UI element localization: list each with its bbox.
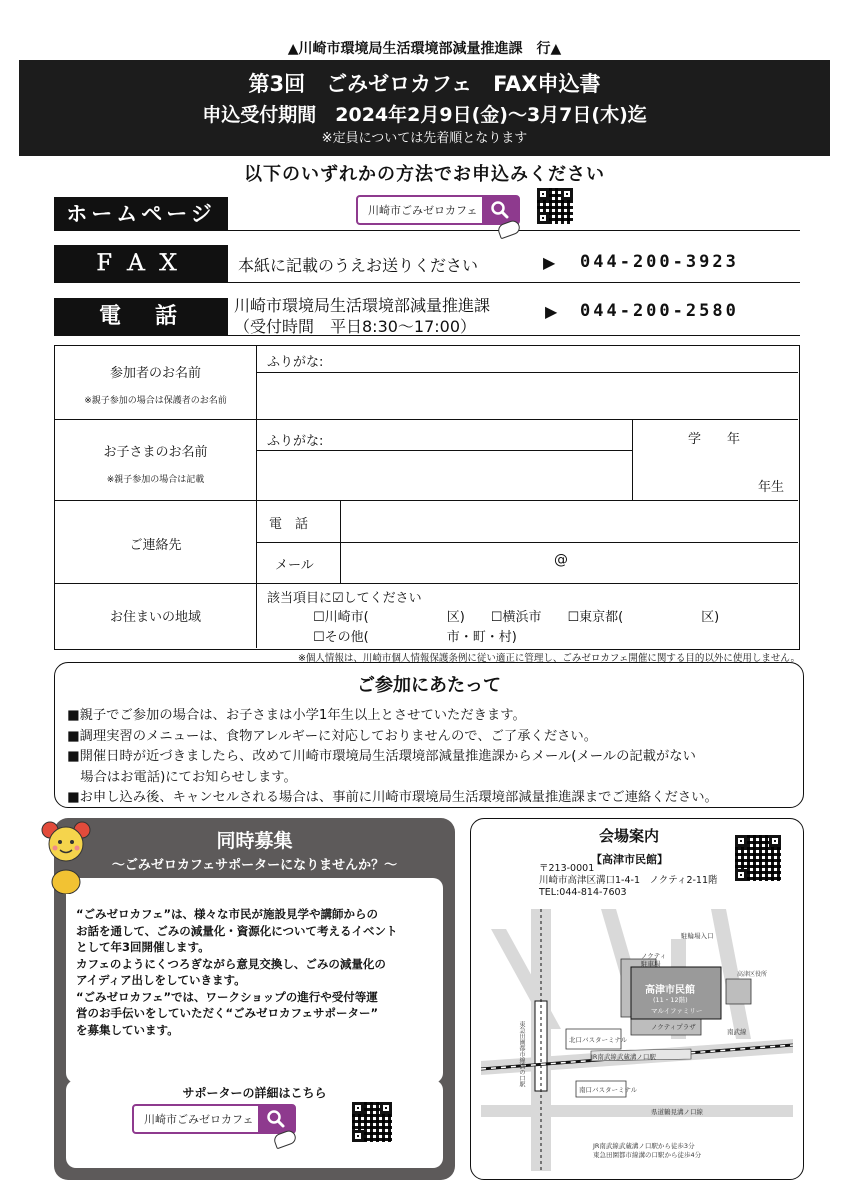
instruction-heading: 以下のいずれかの方法でお申込みください xyxy=(244,164,605,185)
contact-mail-label: メール xyxy=(275,558,314,573)
supporter-qr-code-icon[interactable] xyxy=(352,1102,392,1142)
recruit-subtitle: ～ごみゼロカフェサポーターになりませんか？～ xyxy=(111,858,398,873)
map-access-jr: JR南武線武蔵溝ノ口駅から徒歩3分 xyxy=(593,1142,695,1150)
map-label-nocty: ノクティ xyxy=(641,952,667,960)
participant-furigana-field[interactable] xyxy=(331,348,795,370)
map-label-jr-station: JR南武線武蔵溝ノ口駅 xyxy=(591,1053,656,1061)
map-label-hall-floor: (11・12階) xyxy=(653,996,688,1004)
search-icon[interactable] xyxy=(258,1106,294,1132)
child-furigana-label: ふりがな: xyxy=(267,434,324,449)
notes-list xyxy=(67,706,797,809)
participant-name-note: ※親子参加の場合は保護者のお名前 xyxy=(84,396,227,406)
phone-hours: （受付時間 平日8:30～17:00） xyxy=(234,317,477,336)
note-item: ■調理実習のメニューは、食物アレルギーに対応しておりませんので、ご了承ください。 xyxy=(67,728,598,744)
child-furigana-field[interactable] xyxy=(331,422,629,448)
area-instruction: 該当項目に☑してください xyxy=(267,591,422,606)
participant-name-field[interactable] xyxy=(259,375,795,417)
child-name-note: ※親子参加の場合は記載 xyxy=(106,475,205,485)
fax-underline xyxy=(228,282,800,283)
map-label-south-bus-terminal: 南口バスターミナル xyxy=(579,1086,638,1094)
venue-address: 〒213-0001 川崎市高津区溝口1-4-1 ノクティ2-11階 TEL:044-814-7603 xyxy=(539,863,718,898)
homepage-qr-code-icon[interactable] xyxy=(537,188,573,224)
child-name-label: お子さまのお名前 ※親子参加の場合は記載 xyxy=(55,441,256,485)
map-label-civic-hall: 高津市民館 xyxy=(645,985,695,996)
homepage-label: ホームページ xyxy=(54,197,228,231)
capacity-note: ※定員については先着順となります xyxy=(321,131,528,146)
map-access-den-en: 東急田園都市線溝の口駅から徒歩4分 xyxy=(593,1151,702,1159)
search-icon[interactable] xyxy=(482,197,518,223)
page-title: 第3回 ごみゼロカフェ FAX申込書 xyxy=(248,72,601,96)
contact-phone-label: 電 話 xyxy=(269,517,309,532)
supporter-search-text: 川崎市ごみゼロカフェ xyxy=(144,1113,254,1126)
participation-notes-box xyxy=(54,662,804,808)
supporter-recruitment-panel xyxy=(54,818,455,1180)
child-name-field[interactable] xyxy=(259,453,629,498)
contact-email-field[interactable] xyxy=(343,545,795,581)
privacy-note: ※個人情報は、川崎市個人情報保護条例に従い適正に管理し、ごみゼロカフェ開催に関する目的以外に使用しません。 xyxy=(297,653,800,664)
map-label-nanbu-line: 南武線 xyxy=(727,1028,747,1036)
area-options-row1[interactable]: ☐川崎市( 区) ☐横浜市 ☐東京都( 区) xyxy=(313,610,720,625)
supporter-details-title: サポーターの詳細はこちら xyxy=(182,1086,327,1100)
recruit-description-box xyxy=(66,878,443,1083)
homepage-search-box[interactable] xyxy=(356,195,520,225)
phone-department: 川崎市環境局生活環境部減量推進課 xyxy=(234,296,491,315)
venue-info-panel xyxy=(470,818,804,1180)
venue-qr-code-icon[interactable] xyxy=(735,835,781,881)
phone-number: 044-200-2580 xyxy=(580,301,739,321)
phone-arrow-icon: ▶ xyxy=(545,302,558,321)
map-label-den-en-line: 東急田園都市線溝の口駅 xyxy=(518,1021,525,1087)
notes-title: ご参加にあたって xyxy=(357,675,501,696)
homepage-search-text: 川崎市ごみゼロカフェ xyxy=(368,204,478,217)
area-label: お住まいの地域 xyxy=(109,610,201,625)
application-period: 申込受付期間 2024年2月9日(金)～3月7日(木)迄 xyxy=(202,104,647,126)
note-item: ■お申し込み後、キャンセルされる場合は、事前に川崎市環境局生活環境部減量推進課までご連絡ください。 xyxy=(67,790,718,805)
note-item: ■親子でご参加の場合は、お子さまは小学1年生以上とさせていただきます。 xyxy=(67,708,526,723)
addressee: ▲川崎市環境局生活環境部減量推進課 行▲ xyxy=(287,41,562,57)
recruit-title: 同時募集 xyxy=(216,830,293,852)
fax-label: ＦＡＸ xyxy=(54,245,228,283)
contact-label: ご連絡先 xyxy=(129,538,182,553)
area-options-row2[interactable]: ☐その他( 市・町・村) xyxy=(313,630,517,645)
venue-title: 会場案内 xyxy=(599,827,660,845)
note-item: 場合はお電話)にてお知らせします。 xyxy=(67,769,297,785)
map-label-ward-office: 高津区役所 xyxy=(737,971,768,978)
supporter-search-box[interactable] xyxy=(132,1104,296,1134)
note-item: ■開催日時が近づきましたら、改めて川崎市環境局生活環境部減量推進課からメール(メールの記載がない xyxy=(67,749,696,764)
fax-arrow-icon: ▶ xyxy=(543,253,556,272)
participant-name-label: 参加者のお名前 ※親子参加の場合は保護者のお名前 xyxy=(55,362,256,406)
phone-label: 電 話 xyxy=(54,298,228,336)
title-banner xyxy=(19,60,830,156)
map-label-nocty-parking: 駐車場 xyxy=(641,960,661,968)
fax-instruction: 本紙に記載のうえお送りください xyxy=(238,256,479,275)
supporter-details-box xyxy=(66,1080,443,1168)
grade-suffix: 年生 xyxy=(758,480,785,495)
contact-phone-field[interactable] xyxy=(343,503,795,540)
venue-name: 【高津市民館】 xyxy=(591,853,668,866)
grade-header: 学 年 xyxy=(688,432,741,447)
mascot-character-icon xyxy=(40,816,92,894)
venue-map xyxy=(481,909,793,1171)
map-label-marui: マルイファミリー xyxy=(651,1007,703,1015)
application-form xyxy=(54,345,800,650)
map-label-bus-terminal: 北口バスターミナル xyxy=(569,1036,628,1044)
email-at-mark: @ xyxy=(554,552,568,568)
recruit-description: “ごみゼロカフェ”は、様々な市民が施設見学や講師からの お話を通して、ごみの減量化・資源化について考えるイベント として年3回開催します。 カフェのようにくつろぎながら意見交換し、ごみの減量化の アイディア出しをしていきます。 “ごみゼロカフェ”では、ワークショップの進行や受付等運 営のお手伝いをしていただく“ごみゼロカフェサポーター” を募集しています。 xyxy=(76,907,398,1037)
grade-field[interactable] xyxy=(635,446,755,496)
map-label-parking-entrance: 駐輪場入口 xyxy=(681,932,714,940)
map-label-prefecture-road: 県道鶴見溝ノ口線 xyxy=(651,1108,703,1116)
participant-furigana-label: ふりがな: xyxy=(267,355,324,370)
map-label-nocty-plaza: ノクティプラザ xyxy=(651,1023,696,1031)
fax-number: 044-200-3923 xyxy=(580,252,739,272)
